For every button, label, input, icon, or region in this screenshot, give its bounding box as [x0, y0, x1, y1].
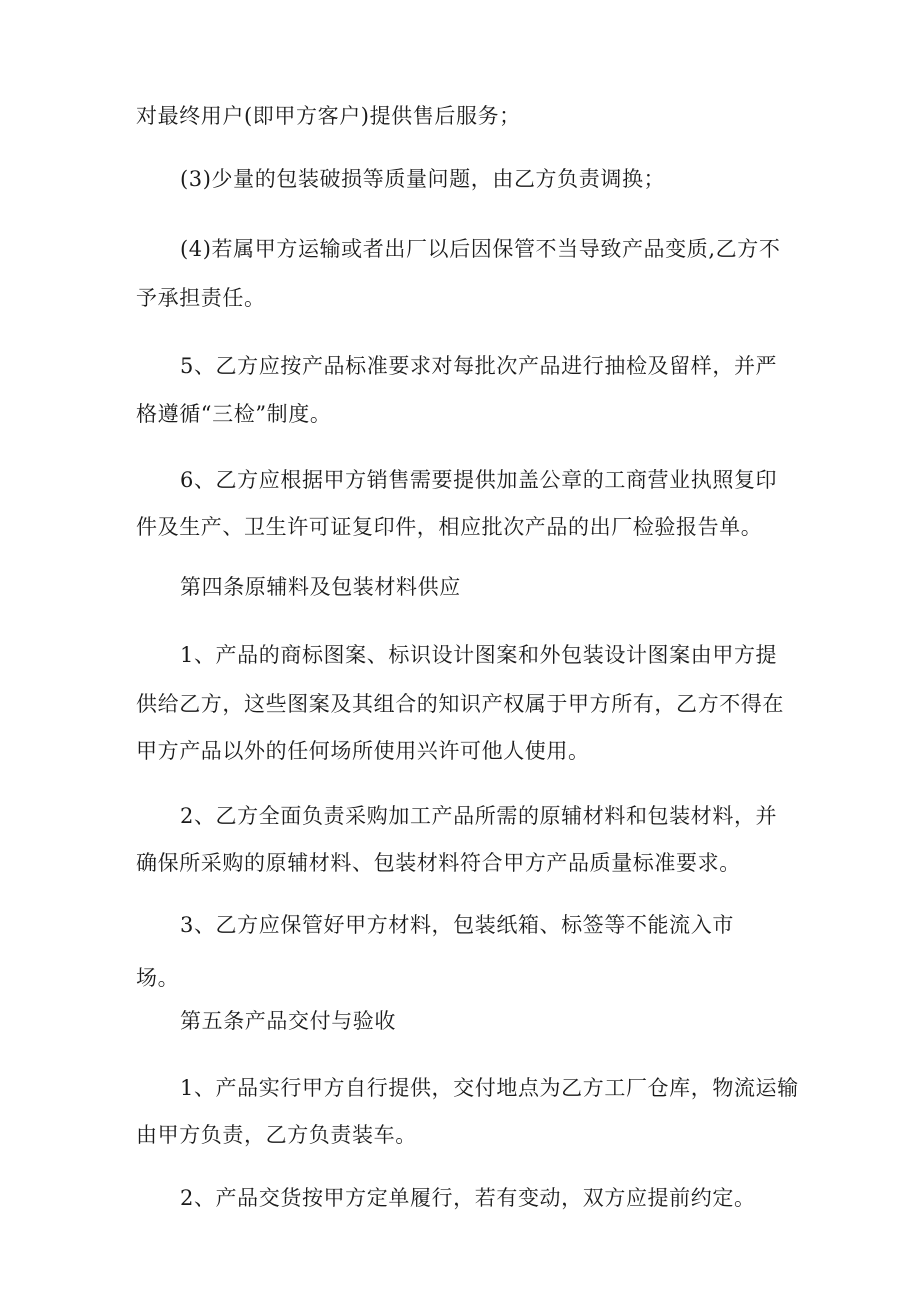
text-line: 格遵循“三检”制度。: [136, 402, 332, 426]
text-line: 6、乙方应根据甲方销售需要提供加盖公章的工商营业执照复印: [180, 468, 778, 492]
section-heading: 第四条原辅料及包装材料供应: [180, 575, 461, 599]
text-line: (3)少量的包装破损等质量问题，由乙方负责调换；: [180, 167, 666, 191]
text-line: 供给乙方，这些图案及其组合的知识产权属于甲方所有，乙方不得在: [136, 692, 784, 716]
text-line: 2、乙方全面负责采购加工产品所需的原辅材料和包装材料，并: [180, 804, 778, 828]
text-line: 5、乙方应按产品标准要求对每批次产品进行抽检及留样，并严: [180, 354, 778, 378]
text-line: (4)若属甲方运输或者出厂以后因保管不当导致产品变质,乙方不: [180, 237, 781, 261]
text-line: 甲方产品以外的任何场所使用兴许可他人使用。: [136, 739, 590, 763]
text-line: 1、产品实行甲方自行提供，交付地点为乙方工厂仓库，物流运输: [180, 1076, 799, 1100]
text-line: 3、乙方应保管好甲方材料，包装纸箱、标签等不能流入市: [180, 913, 734, 937]
text-line: 2、产品交货按甲方定单履行，若有变动，双方应提前约定。: [180, 1186, 756, 1210]
text-line: 场。: [136, 966, 180, 990]
text-line: 予承担责任。: [136, 286, 266, 310]
text-line: 1、产品的商标图案、标识设计图案和外包装设计图案由甲方提: [180, 643, 778, 667]
text-line: 对最终用户(即甲方客户)提供售后服务；: [136, 104, 521, 128]
text-line: 确保所采购的原辅材料、包装材料符合甲方产品质量标准要求。: [136, 851, 741, 875]
text-line: 由甲方负责，乙方负责装车。: [136, 1123, 417, 1147]
section-heading: 第五条产品交付与验收: [180, 1009, 396, 1033]
text-line: 件及生产、卫生许可证复印件，相应批次产品的出厂检验报告单。: [136, 515, 763, 539]
